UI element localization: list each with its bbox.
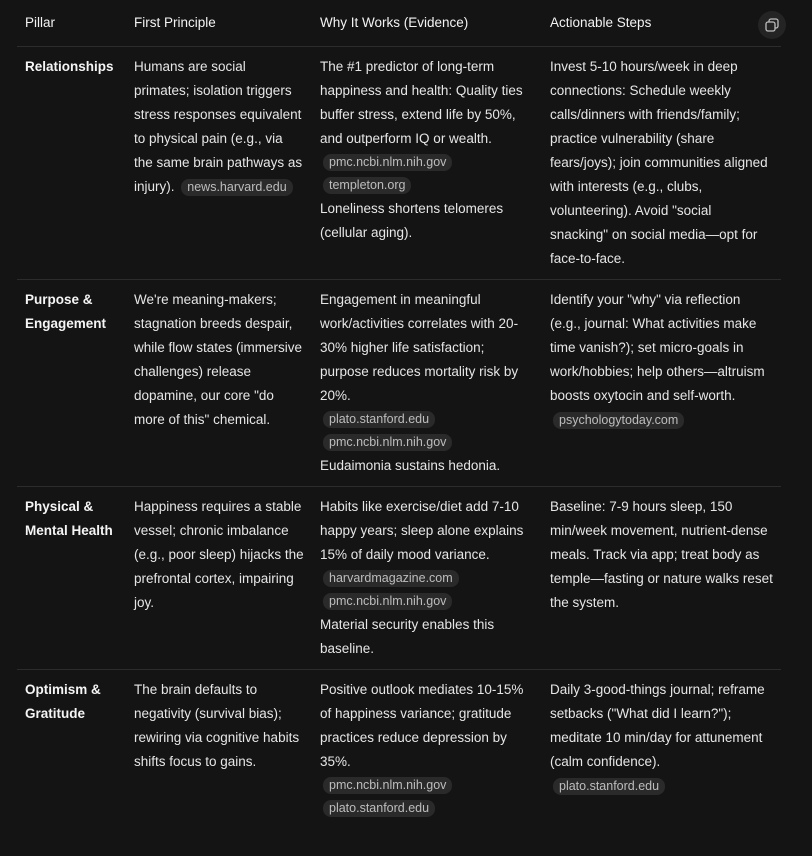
evidence-text: Engagement in meaningful work/activities correlates with 20-30% higher life satisfaction; purpose reduces mortality risk by 20%.	[320, 292, 519, 403]
cell-evidence	[312, 487, 542, 670]
header-evidence: Why It Works (Evidence)	[312, 0, 542, 47]
evidence-tail-text: Material security enables this baseline.	[320, 617, 495, 656]
cell-evidence	[312, 280, 542, 487]
steps-text: Invest 5-10 hours/week in deep connections: Schedule weekly calls/dinners with friends/family; practice vulnerability (share fears/joys); join communities aligned with interests (e.g., clubs, volunteering). Avoid "social snacking" on social media—opt for face-to-face.	[550, 59, 768, 266]
cell-actionable-steps	[542, 47, 781, 280]
copy-icon	[765, 18, 779, 32]
citation-chip[interactable]: harvardmagazine.com	[323, 570, 459, 587]
evidence-text: Habits like exercise/diet add 7-10 happy years; sleep alone explains 15% of daily mood variance.	[320, 499, 524, 562]
citation-chip[interactable]: pmc.ncbi.nlm.nih.gov	[323, 593, 452, 610]
cell-pillar: Relationships	[17, 47, 126, 280]
cell-first-principle	[126, 670, 312, 829]
table-row	[17, 670, 781, 829]
steps-text: Baseline: 7-9 hours sleep, 150 min/week movement, nutrient-dense meals. Track via app; treat body as temple—fasting or nature walks reset the system.	[550, 499, 773, 610]
principle-text: Humans are social primates; isolation triggers stress responses equivalent to physical pain (e.g., via the same brain pathways as injury).	[134, 59, 303, 194]
cell-pillar: Optimism & Gratitude	[25, 682, 101, 721]
citation-chip[interactable]: pmc.ncbi.nlm.nih.gov	[323, 434, 452, 451]
citation-line	[320, 174, 534, 197]
cell-first-principle	[126, 47, 312, 280]
evidence-tail-text: Eudaimonia sustains hedonia.	[320, 458, 501, 473]
cell-actionable-steps	[542, 670, 781, 829]
cell-evidence	[312, 670, 542, 829]
citation-line	[320, 431, 534, 454]
header-pillar: Pillar	[17, 0, 126, 47]
citation-chip[interactable]: plato.stanford.edu	[553, 778, 665, 795]
citation-chip[interactable]: plato.stanford.edu	[323, 411, 435, 428]
citation-chip[interactable]: news.harvard.edu	[181, 179, 292, 196]
cell-pillar: Physical & Mental Health	[17, 487, 126, 670]
table-row	[17, 487, 781, 670]
citation-chip[interactable]: templeton.org	[323, 177, 411, 194]
cell-pillar: Purpose & Engagement	[17, 280, 126, 487]
evidence-tail-text: Loneliness shortens telomeres (cellular aging).	[320, 201, 504, 240]
cell-first-principle	[126, 280, 312, 487]
citation-line	[320, 567, 534, 590]
copy-table-button[interactable]	[758, 11, 786, 39]
citation-chip[interactable]: pmc.ncbi.nlm.nih.gov	[323, 154, 452, 171]
citation-line	[320, 590, 534, 613]
evidence-text: Positive outlook mediates 10-15% of happiness variance; gratitude practices reduce depression by 35%.	[320, 682, 524, 769]
evidence-text: The #1 predictor of long-term happiness and health: Quality ties buffer stress, extend life by 50%, and outperform IQ or wealth.	[320, 59, 523, 146]
citation-chip[interactable]: plato.stanford.edu	[323, 800, 435, 817]
table-header-row	[17, 0, 781, 47]
citation-line	[320, 774, 534, 797]
principle-text: The brain defaults to negativity (survival bias); rewiring via cognitive habits shifts focus to gains.	[134, 682, 300, 769]
cell-actionable-steps	[542, 487, 781, 670]
citation-line	[320, 151, 534, 174]
steps-text: Identify your "why" via reflection (e.g., journal: What activities make time vanish?); set micro-goals in work/hobbies; help others—altruism boosts oxytocin and self-worth.	[550, 292, 765, 403]
citation-line	[320, 408, 534, 431]
table-row	[17, 280, 781, 487]
steps-text: Daily 3-good-things journal; reframe setbacks ("What did I learn?"); meditate 10 min/day for attunement (calm confidence).	[550, 682, 765, 769]
pillars-table	[17, 0, 781, 828]
cell-evidence	[312, 47, 542, 280]
cell-actionable-steps	[542, 280, 781, 487]
table-row	[17, 47, 781, 280]
principle-text: We're meaning-makers; stagnation breeds despair, while flow states (immersive challenges) release dopamine, our core "do more of this" chemical.	[134, 292, 303, 427]
principle-text: Happiness requires a stable vessel; chronic imbalance (e.g., poor sleep) hijacks the prefrontal cortex, impairing joy.	[134, 499, 304, 610]
citation-chip[interactable]: pmc.ncbi.nlm.nih.gov	[323, 777, 452, 794]
header-actionable-steps: Actionable Steps	[542, 0, 781, 47]
header-first-principle: First Principle	[126, 0, 312, 47]
citation-line	[320, 797, 534, 820]
cell-first-principle	[126, 487, 312, 670]
citation-chip[interactable]: psychologytoday.com	[553, 412, 684, 429]
